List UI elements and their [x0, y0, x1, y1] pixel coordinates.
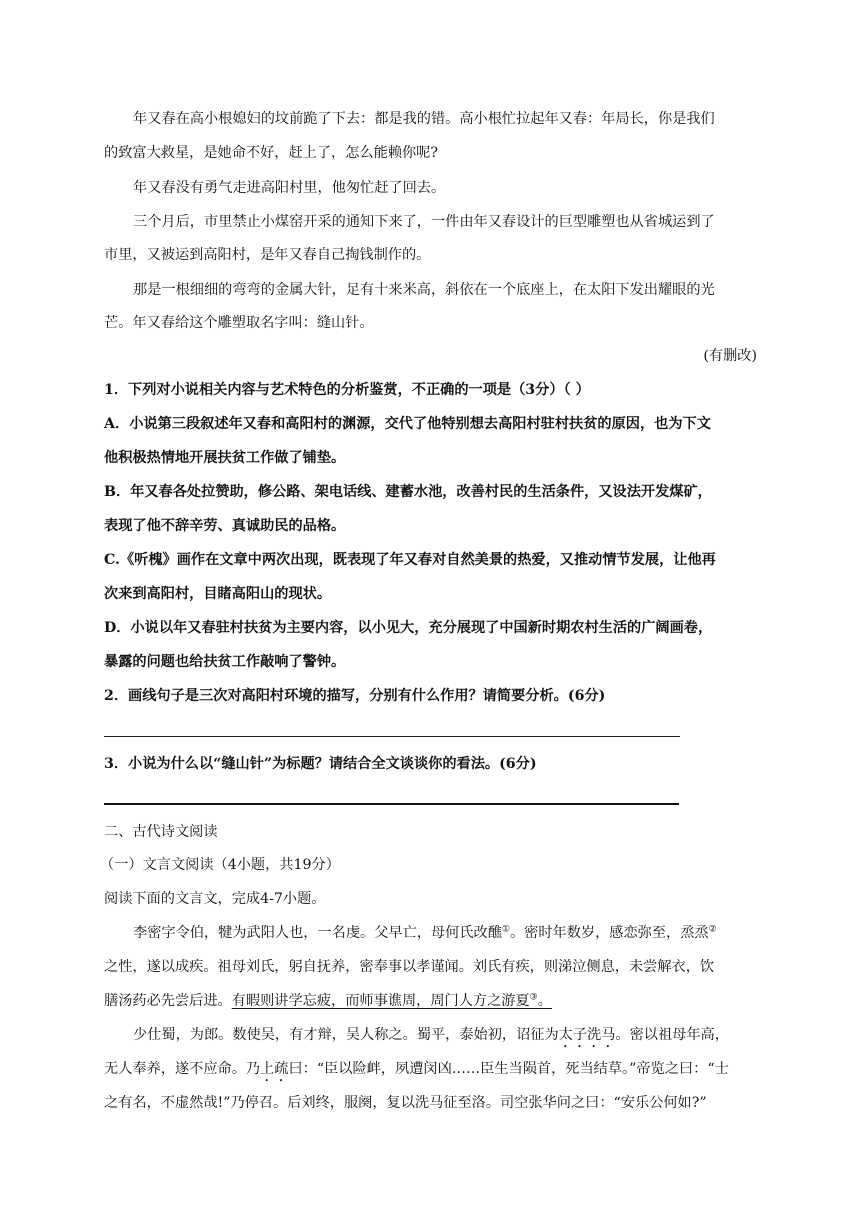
text-span: 曰：“臣以险衅，夙遭闵凶……臣生当陨首，死当结草。”帝览之曰：“士	[288, 1061, 729, 1077]
footnote-marker-3: ③	[529, 992, 538, 1003]
subsection-heading: （一）文言文阅读（4小题，共19分）	[100, 857, 340, 873]
emphasis-dotted-term: 上疏	[260, 1061, 289, 1077]
text-span: 。密时年数岁，感恋弥至，烝烝	[509, 925, 709, 941]
option-d-line-2: 暴露的问题也给扶贫工作敲响了警钟。	[104, 654, 346, 670]
story-paragraph-3-line-2: 市里，又被运到高阳村，是年又春自己掏钱制作的。	[104, 247, 431, 263]
option-b-line-2: 表现了他不辞辛劳、真诚助民的品格。	[104, 518, 346, 534]
option-b-line-1: B．年又春各处拉赞助，修公路、架电话线、建蓄水池，改善村民的生活条件，又设法开发煤矿，	[104, 484, 712, 500]
option-c-line-1: C.《听槐》画作在文章中两次出现，既表现了年又春对自然美景的热爱，又推动情节发展，让他再	[104, 552, 716, 568]
story-paragraph-4-line-1: 那是一根细细的弯弯的金属大针，足有十来米高，斜依在一个底座上，在太阳下发出耀眼的光	[133, 282, 715, 298]
reading-instruction: 阅读下面的文言文，完成4-7小题。	[104, 891, 326, 907]
text-span: 少仕蜀，为郎。数使吴，有才辩，吴人称之。蜀平，泰始初，诏征为	[133, 1027, 559, 1043]
section-heading: 二、古代诗文阅读	[104, 824, 218, 840]
classical-paragraph-2-line-1	[133, 1025, 760, 1051]
classical-paragraph-1-line-2: 之性，遂以成疾。祖母刘氏，躬自抚养，密奉事以孝谨闻。刘氏有疾，则涕泣侧息，未尝解衣，饮	[104, 959, 715, 975]
option-a-line-2: 他积极热情地开展扶贫工作做了铺垫。	[104, 450, 346, 466]
underlined-sentence	[232, 993, 552, 1009]
classical-paragraph-1-line-3	[104, 991, 760, 1011]
question-1: 1．下列对小说相关内容与艺术特色的分析鉴赏，不正确的一项是（3分）（ ）	[104, 382, 590, 398]
edit-note: (有删改)	[703, 348, 757, 364]
answer-line-q3	[104, 803, 679, 805]
option-a-line-1: A．小说第三段叙述年又春和高阳村的渊源，交代了他特别想去高阳村驻村扶贫的原因，也为下文	[104, 416, 711, 432]
story-paragraph-1-line-1: 年又春在高小根媳妇的坟前跪了下去：都是我的错。高小根忙拉起年又春：年局长，你是我们	[133, 111, 715, 127]
underlined-text: 有暇则讲学忘疲，而师事谯周，周门人方之游夏	[231, 993, 530, 1009]
question-2: 2．画线句子是三次对高阳村环境的描写，分别有什么作用？请简要分析。(6分)	[104, 688, 606, 704]
text-span: 李密字令伯，犍为武阳人也，一名虔。父早亡，母何氏改醮	[133, 925, 502, 941]
emphasis-dotted-term: 太子洗马	[558, 1027, 616, 1043]
answer-line-q2	[104, 736, 680, 737]
option-d-line-1: D．小说以年又春驻村扶贫为主要内容，以小见大，充分展现了中国新时期农村生活的广阔画卷，	[104, 620, 713, 636]
text-span: 膳汤药必先尝后进。	[104, 993, 232, 1009]
underlined-period: 。	[537, 993, 552, 1009]
classical-paragraph-2-line-3: 之有名，不虚然哉!”乃停召。后刘终，服阕，复以洗马征至洛。司空张华问之曰：“安乐公何如?”	[104, 1095, 707, 1111]
text-span: 无人奉养，遂不应命。乃	[104, 1061, 261, 1077]
text-span: 。密以祖母年高，	[615, 1027, 729, 1043]
story-paragraph-4-line-2: 芒。年又春给这个雕塑取名字叫：缝山针。	[104, 315, 374, 331]
story-paragraph-3-line-1: 三个月后，市里禁止小煤窑开采的通知下来了，一件由年又春设计的巨型雕塑也从省城运到了	[133, 214, 715, 230]
footnote-marker-2: ②	[708, 924, 717, 935]
question-3: 3．小说为什么以“缝山针”为标题？请结合全文谈谈你的看法。(6分)	[104, 756, 537, 772]
story-paragraph-1-line-2: 的致富大救星，是她命不好，赶上了，怎么能赖你呢?	[104, 145, 438, 161]
story-paragraph-2: 年又春没有勇气走进高阳村里，他匆忙赶了回去。	[133, 180, 446, 196]
classical-paragraph-1-line-1	[133, 923, 760, 943]
footnote-marker-1: ①	[501, 924, 510, 935]
option-c-line-2: 次来到高阳村，目睹高阳山的现状。	[104, 586, 332, 602]
classical-paragraph-2-line-2	[104, 1059, 760, 1085]
